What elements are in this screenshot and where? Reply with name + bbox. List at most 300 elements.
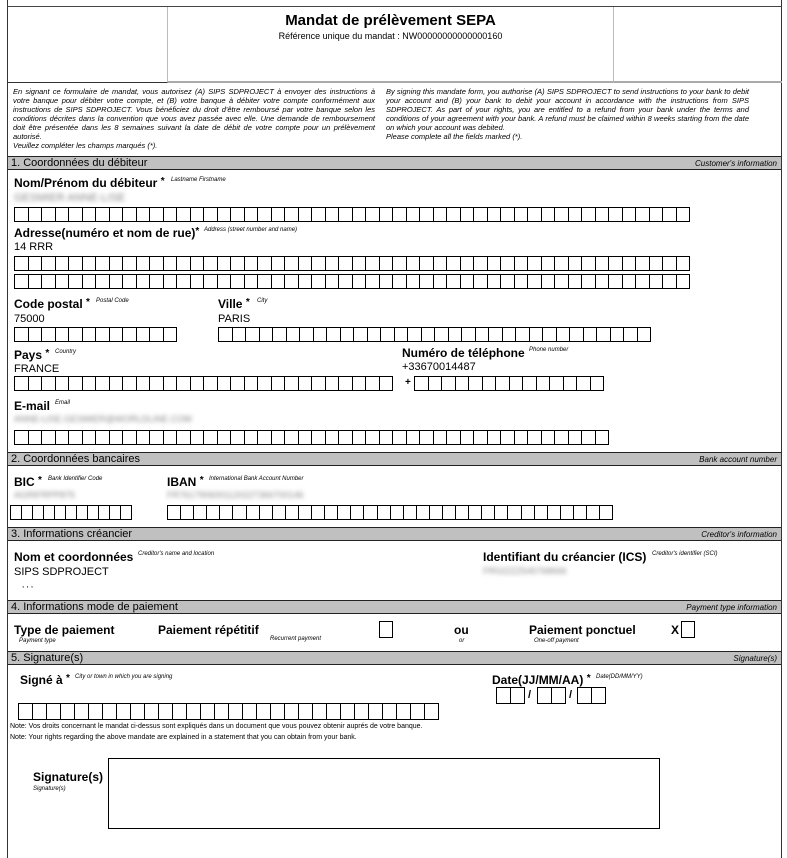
char-box[interactable] — [312, 376, 326, 391]
char-box[interactable] — [33, 703, 47, 720]
char-box[interactable] — [83, 274, 97, 289]
char-box[interactable] — [123, 274, 137, 289]
char-box[interactable] — [354, 327, 368, 342]
char-box[interactable] — [285, 256, 299, 271]
char-box[interactable] — [233, 505, 246, 520]
char-box[interactable] — [488, 274, 502, 289]
char-box[interactable] — [380, 376, 394, 391]
char-box[interactable] — [380, 274, 394, 289]
char-box[interactable] — [341, 703, 355, 720]
char-box[interactable] — [272, 207, 286, 222]
char-box[interactable] — [447, 430, 461, 445]
char-box[interactable] — [511, 687, 525, 704]
char-box[interactable] — [69, 430, 83, 445]
char-box[interactable] — [501, 256, 515, 271]
char-box[interactable] — [272, 274, 286, 289]
char-box[interactable] — [543, 327, 557, 342]
char-box[interactable] — [366, 376, 380, 391]
char-box[interactable] — [528, 207, 542, 222]
char-box[interactable] — [523, 376, 537, 391]
char-box[interactable] — [89, 703, 103, 720]
char-box[interactable] — [96, 430, 110, 445]
char-box[interactable] — [495, 505, 508, 520]
char-box[interactable] — [285, 430, 299, 445]
debtor-name-field[interactable] — [14, 207, 690, 222]
char-box[interactable] — [15, 274, 29, 289]
char-box[interactable] — [55, 505, 66, 520]
char-box[interactable] — [245, 430, 259, 445]
postal-code-field[interactable] — [14, 327, 177, 342]
char-box[interactable] — [96, 256, 110, 271]
char-box[interactable] — [123, 207, 137, 222]
char-box[interactable] — [218, 430, 232, 445]
char-box[interactable] — [42, 327, 56, 342]
char-box[interactable] — [245, 274, 259, 289]
char-box[interactable] — [528, 274, 542, 289]
char-box[interactable] — [552, 687, 566, 704]
char-box[interactable] — [430, 505, 443, 520]
char-box[interactable] — [164, 376, 178, 391]
char-box[interactable] — [420, 256, 434, 271]
char-box[interactable] — [137, 430, 151, 445]
char-box[interactable] — [542, 207, 556, 222]
char-box[interactable] — [636, 274, 650, 289]
char-box[interactable] — [285, 274, 299, 289]
char-box[interactable] — [542, 430, 556, 445]
char-box[interactable] — [42, 376, 56, 391]
char-box[interactable] — [596, 256, 610, 271]
char-box[interactable] — [555, 274, 569, 289]
char-box[interactable] — [19, 703, 33, 720]
char-box[interactable] — [258, 430, 272, 445]
char-box[interactable] — [489, 327, 503, 342]
char-box[interactable] — [83, 327, 97, 342]
char-box[interactable] — [338, 505, 351, 520]
char-box[interactable] — [456, 376, 470, 391]
char-box[interactable] — [542, 256, 556, 271]
char-box[interactable] — [488, 430, 502, 445]
char-box[interactable] — [434, 207, 448, 222]
char-box[interactable] — [285, 376, 299, 391]
bic-field[interactable] — [10, 505, 132, 520]
char-box[interactable] — [381, 327, 395, 342]
char-box[interactable] — [368, 327, 382, 342]
char-box[interactable] — [557, 327, 571, 342]
char-box[interactable] — [96, 274, 110, 289]
char-box[interactable] — [341, 327, 355, 342]
char-box[interactable] — [623, 207, 637, 222]
char-box[interactable] — [191, 274, 205, 289]
char-box[interactable] — [325, 505, 338, 520]
char-box[interactable] — [44, 505, 55, 520]
signed-at-field[interactable] — [18, 703, 439, 720]
char-box[interactable] — [366, 430, 380, 445]
char-box[interactable] — [366, 207, 380, 222]
char-box[interactable] — [177, 256, 191, 271]
char-box[interactable] — [569, 256, 583, 271]
char-box[interactable] — [550, 376, 564, 391]
char-box[interactable] — [33, 505, 44, 520]
char-box[interactable] — [327, 703, 341, 720]
char-box[interactable] — [164, 256, 178, 271]
char-box[interactable] — [187, 703, 201, 720]
char-box[interactable] — [150, 430, 164, 445]
char-box[interactable] — [434, 256, 448, 271]
char-box[interactable] — [501, 207, 515, 222]
char-box[interactable] — [231, 207, 245, 222]
char-box[interactable] — [326, 256, 340, 271]
char-box[interactable] — [61, 703, 75, 720]
recurrent-payment-checkbox[interactable] — [379, 621, 393, 638]
char-box[interactable] — [469, 376, 483, 391]
char-box[interactable] — [150, 376, 164, 391]
char-box[interactable] — [191, 256, 205, 271]
char-box[interactable] — [596, 430, 610, 445]
char-box[interactable] — [164, 327, 178, 342]
char-box[interactable] — [11, 505, 22, 520]
char-box[interactable] — [258, 274, 272, 289]
char-box[interactable] — [447, 274, 461, 289]
char-box[interactable] — [570, 327, 584, 342]
char-box[interactable] — [326, 376, 340, 391]
char-box[interactable] — [177, 274, 191, 289]
char-box[interactable] — [364, 505, 377, 520]
char-box[interactable] — [56, 256, 70, 271]
char-box[interactable] — [312, 207, 326, 222]
char-box[interactable] — [411, 703, 425, 720]
char-box[interactable] — [515, 207, 529, 222]
char-box[interactable] — [508, 505, 521, 520]
phone-field[interactable] — [414, 376, 604, 391]
char-box[interactable] — [597, 327, 611, 342]
char-box[interactable] — [408, 327, 422, 342]
char-box[interactable] — [56, 274, 70, 289]
char-box[interactable] — [326, 274, 340, 289]
char-box[interactable] — [299, 376, 313, 391]
char-box[interactable] — [650, 207, 664, 222]
char-box[interactable] — [299, 207, 313, 222]
char-box[interactable] — [596, 207, 610, 222]
char-box[interactable] — [537, 376, 551, 391]
char-box[interactable] — [299, 256, 313, 271]
char-box[interactable] — [110, 274, 124, 289]
char-box[interactable] — [219, 327, 233, 342]
char-box[interactable] — [677, 256, 691, 271]
char-box[interactable] — [312, 430, 326, 445]
char-box[interactable] — [582, 430, 596, 445]
char-box[interactable] — [56, 430, 70, 445]
char-box[interactable] — [218, 256, 232, 271]
char-box[interactable] — [42, 256, 56, 271]
char-box[interactable] — [442, 376, 456, 391]
char-box[interactable] — [515, 274, 529, 289]
char-box[interactable] — [515, 256, 529, 271]
char-box[interactable] — [69, 376, 83, 391]
char-box[interactable] — [272, 256, 286, 271]
char-box[interactable] — [663, 274, 677, 289]
char-box[interactable] — [96, 207, 110, 222]
char-box[interactable] — [312, 274, 326, 289]
char-box[interactable] — [339, 274, 353, 289]
char-box[interactable] — [150, 207, 164, 222]
char-box[interactable] — [447, 256, 461, 271]
char-box[interactable] — [260, 327, 274, 342]
char-box[interactable] — [420, 430, 434, 445]
char-box[interactable] — [636, 207, 650, 222]
char-box[interactable] — [207, 505, 220, 520]
char-box[interactable] — [245, 376, 259, 391]
char-box[interactable] — [578, 687, 592, 704]
char-box[interactable] — [461, 256, 475, 271]
char-box[interactable] — [574, 505, 587, 520]
char-box[interactable] — [258, 207, 272, 222]
char-box[interactable] — [231, 256, 245, 271]
date-day-field[interactable] — [496, 687, 525, 704]
char-box[interactable] — [592, 687, 606, 704]
char-box[interactable] — [121, 505, 132, 520]
char-box[interactable] — [397, 703, 411, 720]
char-box[interactable] — [181, 505, 194, 520]
oneoff-payment-checkbox[interactable] — [681, 621, 695, 638]
char-box[interactable] — [378, 505, 391, 520]
char-box[interactable] — [77, 505, 88, 520]
char-box[interactable] — [609, 207, 623, 222]
char-box[interactable] — [474, 256, 488, 271]
char-box[interactable] — [677, 207, 691, 222]
char-box[interactable] — [429, 376, 443, 391]
char-box[interactable] — [145, 703, 159, 720]
char-box[interactable] — [663, 207, 677, 222]
char-box[interactable] — [285, 703, 299, 720]
char-box[interactable] — [474, 207, 488, 222]
char-box[interactable] — [611, 327, 625, 342]
char-box[interactable] — [103, 703, 117, 720]
char-box[interactable] — [609, 256, 623, 271]
char-box[interactable] — [542, 274, 556, 289]
char-box[interactable] — [353, 274, 367, 289]
char-box[interactable] — [286, 505, 299, 520]
char-box[interactable] — [56, 376, 70, 391]
char-box[interactable] — [231, 430, 245, 445]
char-box[interactable] — [245, 207, 259, 222]
char-box[interactable] — [83, 207, 97, 222]
char-box[interactable] — [663, 256, 677, 271]
char-box[interactable] — [407, 207, 421, 222]
char-box[interactable] — [393, 430, 407, 445]
char-box[interactable] — [220, 505, 233, 520]
char-box[interactable] — [56, 327, 70, 342]
char-box[interactable] — [474, 274, 488, 289]
char-box[interactable] — [600, 505, 613, 520]
address-field-line2[interactable] — [14, 274, 690, 289]
char-box[interactable] — [314, 327, 328, 342]
char-box[interactable] — [42, 274, 56, 289]
char-box[interactable] — [137, 256, 151, 271]
address-field-line1[interactable] — [14, 256, 690, 271]
char-box[interactable] — [110, 505, 121, 520]
char-box[interactable] — [29, 430, 43, 445]
date-year-field[interactable] — [577, 687, 606, 704]
char-box[interactable] — [650, 274, 664, 289]
char-box[interactable] — [150, 256, 164, 271]
char-box[interactable] — [233, 327, 247, 342]
char-box[interactable] — [131, 703, 145, 720]
char-box[interactable] — [339, 430, 353, 445]
char-box[interactable] — [582, 207, 596, 222]
char-box[interactable] — [548, 505, 561, 520]
char-box[interactable] — [422, 327, 436, 342]
char-box[interactable] — [168, 505, 181, 520]
char-box[interactable] — [204, 207, 218, 222]
char-box[interactable] — [561, 505, 574, 520]
char-box[interactable] — [609, 274, 623, 289]
char-box[interactable] — [164, 207, 178, 222]
char-box[interactable] — [462, 327, 476, 342]
char-box[interactable] — [66, 505, 77, 520]
char-box[interactable] — [584, 327, 598, 342]
char-box[interactable] — [312, 505, 325, 520]
char-box[interactable] — [623, 274, 637, 289]
char-box[interactable] — [88, 505, 99, 520]
char-box[interactable] — [191, 207, 205, 222]
char-box[interactable] — [476, 327, 490, 342]
char-box[interactable] — [96, 376, 110, 391]
char-box[interactable] — [15, 430, 29, 445]
char-box[interactable] — [110, 376, 124, 391]
iban-field[interactable] — [167, 505, 613, 520]
char-box[interactable] — [380, 256, 394, 271]
char-box[interactable] — [123, 256, 137, 271]
char-box[interactable] — [285, 207, 299, 222]
char-box[interactable] — [42, 430, 56, 445]
char-box[interactable] — [395, 327, 409, 342]
signature-box[interactable] — [108, 758, 660, 829]
char-box[interactable] — [456, 505, 469, 520]
char-box[interactable] — [272, 376, 286, 391]
char-box[interactable] — [247, 505, 260, 520]
char-box[interactable] — [326, 207, 340, 222]
char-box[interactable] — [110, 207, 124, 222]
char-box[interactable] — [582, 256, 596, 271]
char-box[interactable] — [99, 505, 110, 520]
char-box[interactable] — [299, 274, 313, 289]
char-box[interactable] — [449, 327, 463, 342]
char-box[interactable] — [434, 274, 448, 289]
char-box[interactable] — [339, 207, 353, 222]
char-box[interactable] — [469, 505, 482, 520]
char-box[interactable] — [204, 256, 218, 271]
char-box[interactable] — [194, 505, 207, 520]
char-box[interactable] — [417, 505, 430, 520]
char-box[interactable] — [287, 327, 301, 342]
char-box[interactable] — [528, 256, 542, 271]
char-box[interactable] — [474, 430, 488, 445]
char-box[interactable] — [353, 256, 367, 271]
char-box[interactable] — [380, 207, 394, 222]
char-box[interactable] — [636, 256, 650, 271]
char-box[interactable] — [353, 430, 367, 445]
char-box[interactable] — [42, 207, 56, 222]
char-box[interactable] — [204, 430, 218, 445]
char-box[interactable] — [420, 207, 434, 222]
char-box[interactable] — [425, 703, 439, 720]
char-box[interactable] — [231, 376, 245, 391]
char-box[interactable] — [522, 505, 535, 520]
date-month-field[interactable] — [537, 687, 566, 704]
char-box[interactable] — [204, 376, 218, 391]
char-box[interactable] — [273, 505, 286, 520]
char-box[interactable] — [569, 207, 583, 222]
char-box[interactable] — [555, 207, 569, 222]
char-box[interactable] — [369, 703, 383, 720]
char-box[interactable] — [638, 327, 652, 342]
char-box[interactable] — [326, 430, 340, 445]
char-box[interactable] — [164, 274, 178, 289]
char-box[interactable] — [564, 376, 578, 391]
country-field[interactable] — [14, 376, 393, 391]
char-box[interactable] — [177, 430, 191, 445]
char-box[interactable] — [159, 703, 173, 720]
char-box[interactable] — [383, 703, 397, 720]
char-box[interactable] — [434, 430, 448, 445]
char-box[interactable] — [415, 376, 429, 391]
char-box[interactable] — [29, 376, 43, 391]
char-box[interactable] — [173, 703, 187, 720]
char-box[interactable] — [538, 687, 552, 704]
char-box[interactable] — [407, 274, 421, 289]
city-field[interactable] — [218, 327, 651, 342]
char-box[interactable] — [257, 703, 271, 720]
char-box[interactable] — [47, 703, 61, 720]
char-box[interactable] — [218, 207, 232, 222]
char-box[interactable] — [339, 256, 353, 271]
char-box[interactable] — [29, 256, 43, 271]
char-box[interactable] — [75, 703, 89, 720]
char-box[interactable] — [218, 274, 232, 289]
char-box[interactable] — [150, 274, 164, 289]
char-box[interactable] — [351, 505, 364, 520]
char-box[interactable] — [69, 274, 83, 289]
char-box[interactable] — [164, 430, 178, 445]
char-box[interactable] — [677, 274, 691, 289]
char-box[interactable] — [83, 376, 97, 391]
char-box[interactable] — [272, 430, 286, 445]
char-box[interactable] — [258, 256, 272, 271]
char-box[interactable] — [258, 376, 272, 391]
char-box[interactable] — [29, 274, 43, 289]
char-box[interactable] — [391, 505, 404, 520]
char-box[interactable] — [137, 274, 151, 289]
char-box[interactable] — [420, 274, 434, 289]
char-box[interactable] — [246, 327, 260, 342]
char-box[interactable] — [96, 327, 110, 342]
char-box[interactable] — [260, 505, 273, 520]
char-box[interactable] — [380, 430, 394, 445]
char-box[interactable] — [503, 327, 517, 342]
char-box[interactable] — [623, 256, 637, 271]
char-box[interactable] — [273, 327, 287, 342]
char-box[interactable] — [366, 256, 380, 271]
char-box[interactable] — [555, 430, 569, 445]
char-box[interactable] — [510, 376, 524, 391]
char-box[interactable] — [353, 376, 367, 391]
char-box[interactable] — [299, 430, 313, 445]
char-box[interactable] — [501, 430, 515, 445]
char-box[interactable] — [15, 376, 29, 391]
char-box[interactable] — [69, 256, 83, 271]
char-box[interactable] — [407, 256, 421, 271]
char-box[interactable] — [137, 376, 151, 391]
